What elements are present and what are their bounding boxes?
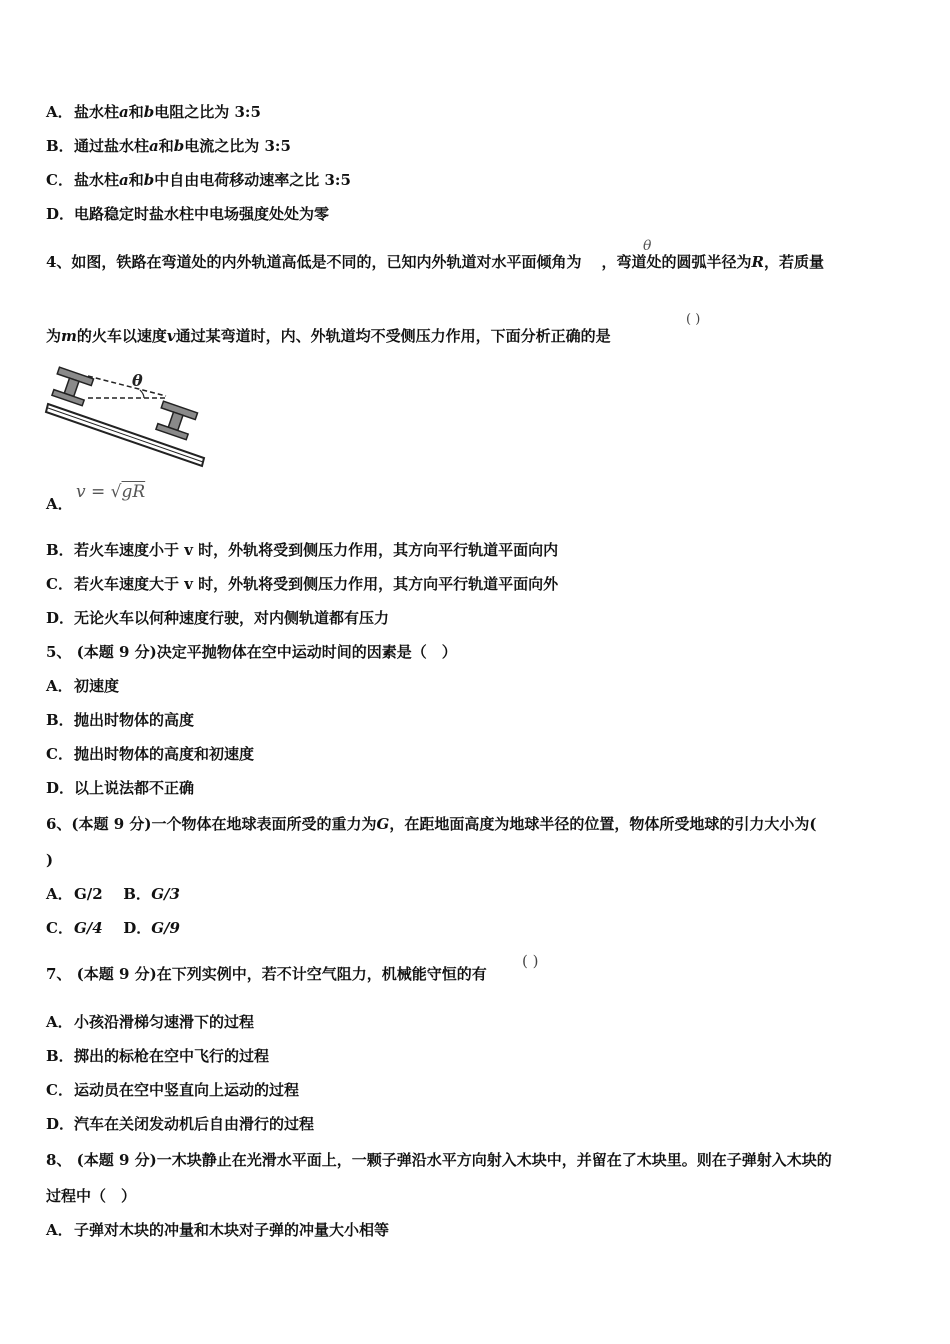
figure-theta-label: θ xyxy=(132,371,143,390)
q7-option-b[interactable]: B．掷出的标枪在空中飞行的过程 xyxy=(46,1047,270,1065)
q7-option-c[interactable]: C．运动员在空中竖直向上运动的过程 xyxy=(46,1081,300,1099)
angle-arc xyxy=(140,390,144,398)
q7-option-d[interactable]: D．汽车在关闭发动机后自由滑行的过程 xyxy=(46,1115,315,1133)
q6-option-b[interactable]: B．G/3 xyxy=(123,885,180,903)
q3-option-c[interactable]: C．盐水柱a和b中自由电荷移动速率之比 3:5 xyxy=(46,171,351,189)
q4-option-a-formula: v = √gR xyxy=(76,482,146,502)
q5-stem: 5、 (本题 9 分)决定平抛物体在空中运动时间的因素是（ ） xyxy=(46,643,457,661)
q3-option-b[interactable]: B．通过盐水柱a和b电流之比为 3:5 xyxy=(46,137,291,155)
q3-option-a[interactable]: A．盐水柱a和b电阻之比为 3:5 xyxy=(46,103,261,121)
q8-stem-line1: 8、 (本题 9 分)一木块静止在光滑水平面上，一颗子弹沿水平方向射入木块中，并留在了木块里。则在子弹射入木块的 xyxy=(46,1151,832,1169)
q6-option-a[interactable]: A．G/2 xyxy=(46,885,103,903)
sqrt-sign: √ xyxy=(110,482,122,502)
q8-option-a[interactable]: A．子弹对木块的冲量和木块对子弹的冲量大小相等 xyxy=(46,1221,390,1239)
q4-stem-line2: 为m的火车以速度v通过某弯道时，内、外轨道均不受侧压力作用，下面分析正确的是 xyxy=(46,327,611,345)
q6-option-d[interactable]: D．G/9 xyxy=(123,919,180,937)
q6-options-ab xyxy=(46,884,180,904)
q4-option-d[interactable]: D．无论火车以何种速度行驶，对内侧轨道都有压力 xyxy=(46,609,390,627)
q4-stem-line1: 4、如图，铁路在弯道处的内外轨道高低是不同的，已知内外轨道对水平面倾角为 ，弯道处的圆弧半径为R，若质量 xyxy=(46,253,824,271)
rail-track-figure xyxy=(44,366,209,468)
q4-theta-symbol: θ xyxy=(643,238,652,254)
q5-option-a[interactable]: A．初速度 xyxy=(46,677,120,695)
q6-options-cd xyxy=(46,918,180,938)
q6-stem-line2: ) xyxy=(46,851,54,869)
q7-option-a[interactable]: A．小孩沿滑梯匀速滑下的过程 xyxy=(46,1013,255,1031)
q4-option-c[interactable]: C．若火车速度大于 v 时，外轨将受到侧压力作用，其方向平行轨道平面向外 xyxy=(46,575,559,593)
q7-answer-paren: ( ) xyxy=(522,952,539,970)
q6-option-c[interactable]: C．G/4 xyxy=(46,919,103,937)
q5-option-b[interactable]: B．抛出时物体的高度 xyxy=(46,711,195,729)
inclined-dashed-line xyxy=(88,376,166,396)
q7-stem: 7、 (本题 9 分)在下列实例中，若不计空气阻力，机械能守恒的有 xyxy=(46,965,487,983)
inner-rail xyxy=(50,367,93,406)
q4-answer-paren: ( ) xyxy=(686,312,701,327)
q5-option-c[interactable]: C．抛出时物体的高度和初速度 xyxy=(46,745,255,763)
q5-option-d[interactable]: D．以上说法都不正确 xyxy=(46,779,195,797)
outer-rail xyxy=(154,401,197,440)
q3-option-d[interactable]: D．电路稳定时盐水柱中电场强度处处为零 xyxy=(46,205,330,223)
q4-option-b[interactable]: B．若火车速度小于 v 时，外轨将受到侧压力作用，其方向平行轨道平面向内 xyxy=(46,541,559,559)
q8-stem-line2: 过程中（ ） xyxy=(46,1187,137,1205)
q4-option-a[interactable]: A． xyxy=(46,495,73,513)
q6-stem-line1: 6、(本题 9 分)一个物体在地球表面所受的重力为G，在距地面高度为地球半径的位置，物体所受地球的引力大小为( xyxy=(46,815,817,833)
